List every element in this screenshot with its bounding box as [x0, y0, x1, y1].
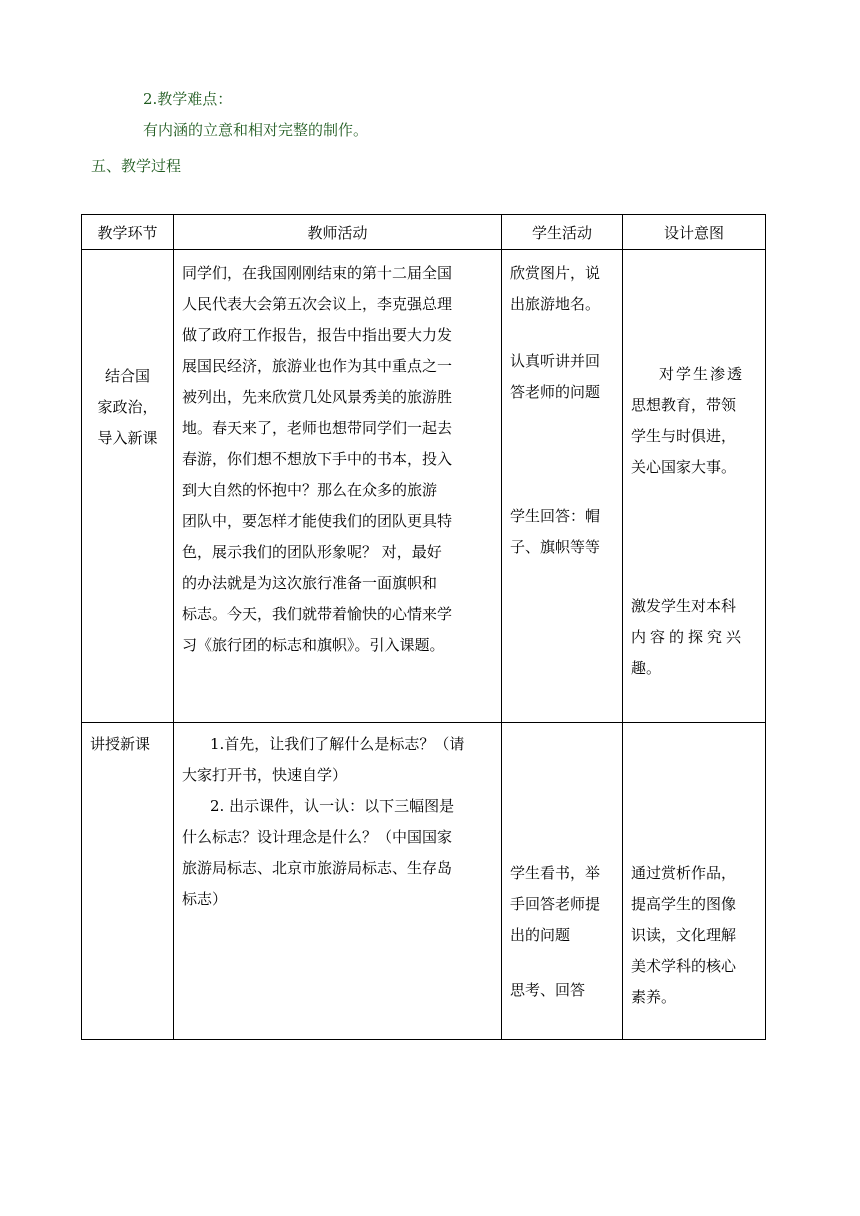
teacher-line: 地。春天来了，老师也想带同学们一起去 [182, 419, 453, 437]
student-line: 学生看书，举 [510, 864, 601, 882]
student-line: 学生回答：帽 [510, 507, 601, 525]
intent-line: 美术学科的核心 [631, 957, 737, 975]
design-intent-cell [623, 250, 766, 723]
teacher-line: 色，展示我们的团队形象呢？ 对，最好 [182, 543, 442, 561]
student-line: 出的问题 [510, 926, 571, 944]
student-line: 思考、回答 [510, 981, 586, 999]
header-teacher: 教师活动 [174, 215, 502, 250]
teacher-activity-cell [174, 723, 502, 1040]
intent-line: 趣。 [631, 659, 662, 677]
intent-line: 学生与时俱进， [631, 427, 737, 445]
table-header-row [82, 215, 766, 250]
student-line: 子、旗帜等等 [510, 538, 601, 556]
student-line: 答老师的问题 [510, 383, 601, 401]
difficulty-text: 有内涵的立意和相对完整的制作。 [143, 121, 369, 139]
section-title: 五、教学过程 [91, 157, 182, 175]
teacher-line: 展国民经济，旅游业也作为其中重点之一 [182, 357, 453, 375]
stage-cell [82, 250, 174, 723]
teacher-line: 旅游局标志、北京市旅游局标志、生存岛 [182, 859, 453, 877]
stage-line: 导入新课 [97, 429, 158, 447]
intent-line: 激发学生对本科 [631, 597, 737, 615]
teacher-line: 团队中，要怎样才能使我们的团队更具特 [182, 512, 453, 530]
intent-line: 关心国家大事。 [631, 458, 737, 476]
teacher-line: 标志） [182, 890, 228, 908]
teacher-line: 什么标志？设计理念是什么？（中国国家 [182, 828, 453, 846]
teacher-line: 的办法就是为这次旅行准备一面旗帜和 [182, 574, 438, 592]
intent-line: 对学生渗透 [659, 365, 745, 383]
design-intent-cell [623, 723, 766, 1040]
table-row [82, 250, 766, 723]
header-stage: 教学环节 [82, 215, 174, 250]
teacher-line: 2. 出示课件，认一认：以下三幅图是 [210, 797, 455, 815]
stage-label: 讲授新课 [90, 735, 151, 753]
intent-line: 思想教育，带领 [631, 396, 737, 414]
student-line: 欣赏图片，说 [510, 264, 601, 282]
teacher-line: 标志。今天，我们就带着愉快的心情来学 [182, 605, 453, 623]
stage-cell [82, 723, 174, 1040]
teacher-line: 大家打开书，快速自学） [182, 766, 348, 784]
student-line: 手回答老师提 [510, 895, 601, 913]
teacher-line: 春游，你们想不想放下手中的书本，投入 [182, 450, 453, 468]
intent-line: 素养。 [631, 988, 677, 1006]
difficulty-heading: 2.教学难点： [143, 90, 233, 108]
teacher-line: 1.首先，让我们了解什么是标志？（请 [210, 735, 465, 753]
stage-line: 家政治， [97, 398, 158, 416]
intent-line: 内容的探究兴 [631, 628, 746, 646]
student-activity-cell [502, 250, 623, 723]
teacher-line: 习《旅行团的标志和旗帜》。引入课题。 [182, 636, 445, 654]
intent-line: 提高学生的图像 [631, 895, 737, 913]
teacher-line: 人民代表大会第五次会议上，李克强总理 [182, 295, 453, 313]
student-line: 认真听讲并回 [510, 352, 601, 370]
student-line: 出旅游地名。 [510, 295, 601, 313]
lesson-process-table [81, 214, 766, 1040]
student-activity-cell [502, 723, 623, 1040]
table-row [82, 723, 766, 1040]
teacher-line: 被列出，先来欣赏几处风景秀美的旅游胜 [182, 388, 453, 406]
intent-line: 通过赏析作品， [631, 864, 737, 882]
header-intent: 设计意图 [623, 215, 766, 250]
intent-line: 识读，文化理解 [631, 926, 737, 944]
teacher-line: 做了政府工作报告，报告中指出要大力发 [182, 326, 453, 344]
teacher-activity-cell [174, 250, 502, 723]
stage-line: 结合国 [104, 367, 150, 385]
teacher-line: 到大自然的怀抱中？那么在众多的旅游 [182, 481, 438, 499]
teacher-line: 同学们，在我国刚刚结束的第十二届全国 [182, 264, 453, 282]
header-student: 学生活动 [502, 215, 623, 250]
